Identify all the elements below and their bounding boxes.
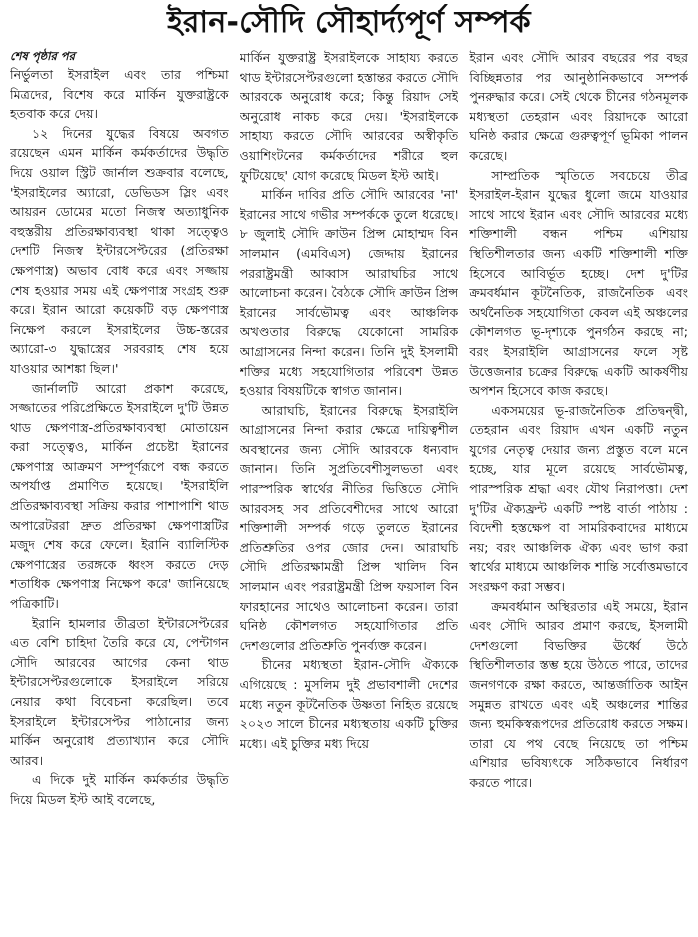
continued-from-label: শেষ পৃষ্ঠার পর — [10, 49, 75, 63]
paragraph: চীনের মধ্যস্থতা ইরান-সৌদি ঐক্যকে এগিয়েছে : মুসলিম দুই প্রভাবশালী দেশের মধ্যে নতুন কূটনৈতিক উষ্ণতা নিহিত রয়েছে ২০২৩ সালে চীনের মধ্যস্থতায় একটি চুক্তির মধ্যে। এই চুক্তির মধ্য দিয়ে — [239, 657, 459, 751]
paragraph: এ দিকে দুই মার্কিন কর্মকর্তার উদ্ধৃতি দিয়ে মিডল ইস্ট আই বলেছে, — [10, 772, 229, 807]
article-body — [10, 48, 688, 933]
paragraph: ক্রমবর্ধমান অস্থিরতার এই সময়ে, ইরান এবং সৌদি আরব প্রমাণ করছে, ইসলামী দেশগুলো বিভক্তির ঊর্ধ্বে উঠে স্থিতিশীলতার স্তম্ভ হয়ে উঠতে পারে, তাদের জনগণকে রক্ষা করতে, আন্তর্জাতিক আইন সমুন্নত রাখতে এবং এই অঞ্চলের শান্তির জন্য হুমকিস্বরূপদের প্রতিরোধ করতে সক্ষম। তারা যে পথ বেছে নিয়েছে তা পশ্চিম এশিয়ার ভবিষ্যৎকে সঠিকভাবে নির্ধারণ করতে পারে। — [469, 598, 688, 790]
article-column-3 — [469, 48, 688, 933]
paragraph: সাম্প্রতিক স্মৃতিতে সবচেয়ে তীব্র ইসরাইল-ইরান যুদ্ধের ধুলো জমে যাওয়ার সাথে সাথে ইরান এবং সৌদি আরবের মধ্যে শক্তিশালী বন্ধন পশ্চিম এশিয়ায় স্থিতিশীলতার জন্য একটি শক্তিশালী শক্তি হিসেবে আবির্ভূত হচ্ছে। দেশ দু'টির ক্রমবর্ধমান কূটনৈতিক, রাজনৈতিক এবং অর্থনৈতিক সহযোগিতা কেবল এই অঞ্চলের কৌশলগত ভূ-দৃশ্যকে পুনর্গঠন করছে না; বরং ইসরাইলি আগ্রাসনের ফলে সৃষ্ট উত্তেজনার চক্রের বিরুদ্ধে একটি আকর্ষণীয় অপশন হিসেবে কাজ করছে। — [469, 167, 688, 399]
paragraph: মার্কিন দাবির প্রতি সৌদি আরবের 'না' ইরানের সাথে গভীর সম্পর্ককে তুলে ধরেছে। ৮ জুলাই সৌদি ক্রাউন প্রিন্স মোহাম্মদ বিন সালমান (এমবিএস) জেদ্দায় ইরানের পররাষ্ট্রমন্ত্রী আব্বাস আরাঘচির সাথে আলোচনা করেন। বৈঠকে সৌদি ক্রাউন প্রিন্স ইরানের সার্বভৌমত্ব এবং আঞ্চলিক অখণ্ডতার বিরুদ্ধে যেকোনো সামরিক আগ্রাসনের নিন্দা করেন। তিনি দুই ইসলামী শক্তির মধ্যে সহযোগিতার পরিবেশ উন্নত হওয়ার বিষয়টিকে স্বাগত জানান। — [239, 187, 459, 399]
paragraph: জার্নালটি আরো প্রকাশ করেছে, সজ্জাতের পরিপ্রেক্ষিতে ইসরাইলে দু'টি উন্নত থাড ক্ষেপণাস্ত্র-প্রতিরক্ষাব্যবস্থা মোতায়েন করা সত্ত্বেও, মার্কিন প্রচেষ্টা ইরানের ক্ষেপণাস্ত্র আক্রমণ সম্পূর্ণরূপে বন্ধ করতে অপর্যাপ্ত প্রমাণিত হয়েছে। 'ইসরাইলি প্রতিরক্ষাব্যবস্থা সক্রিয় করার পাশাপাশি থাড অপারেটররা দ্রুত প্রতিরক্ষা ক্ষেপণাস্ত্রটির মজুদ শেষ করে ফেলে। ইরানি ব্যালিস্টিক ক্ষেপণাস্ত্রের তরঙ্গকে ধ্বংস করতে দেড় শতাধিক ক্ষেপণাস্ত্র নিক্ষেপ করে' জানিয়েছে পত্রিকাটি। — [10, 380, 229, 612]
paragraph: একসময়ের ভূ-রাজনৈতিক প্রতিদ্বন্দ্বী, তেহরান এবং রিয়াদ এখন একটি নতুন যুগের নেতৃত্ব দেয়ার জন্য প্রস্তুত বলে মনে হচ্ছে, যার মূলে রয়েছে সার্বভৌমত্ব, পারস্পরিক শ্রদ্ধা এবং যৌথ নিরাপত্তা। দেশ দু'টির ঐক্যফ্রন্ট একটি স্পষ্ট বার্তা পাঠায় : বিদেশী হস্তক্ষেপ বা সামরিকবাদের মাধ্যমে নয়; বরং আঞ্চলিক ঐক্য এবং ভাগ করা স্বার্থের মাধ্যমে আঞ্চলিক শান্তি সর্বোত্তমভাবে সংরক্ষণ করা সম্ভব। — [469, 402, 688, 595]
paragraph: নির্ভুলতা ইসরাইল এবং তার পশ্চিমা মিত্রদের, বিশেষ করে মার্কিন যুক্তরাষ্ট্রকে হতবাক করে দেয়। — [10, 67, 229, 122]
article-column-1 — [10, 48, 229, 933]
article-headline: ইরান-সৌদি সৌহার্দ্যপূর্ণ সম্পর্ক — [167, 5, 531, 40]
article-column-2 — [240, 48, 459, 933]
paragraph: আরাঘচি, ইরানের বিরুদ্ধে ইসরাইলি আগ্রাসনের নিন্দা করার ক্ষেত্রে দায়িত্বশীল অবস্থানের জন্য সৌদি আরবকে ধন্যবাদ জানান। তিনি সুপ্রতিবেশীসুলভতা এবং পারস্পরিক স্বার্থের নীতির ভিত্তিতে সৌদি আরবসহ সব প্রতিবেশীদের সাথে আরো শক্তিশালী সম্পর্ক গড়ে তুলতে ইরানের প্রতিশ্রুতির ওপর জোর দেন। আরাঘচি সৌদি প্রতিরক্ষামন্ত্রী প্রিন্স খালিদ বিন সালমান এবং পররাষ্ট্রমন্ত্রী প্রিন্স ফয়সাল বিন ফারহানের সাথেও আলোচনা করেন। তারা ঘনিষ্ঠ কৌশলগত সহযোগিতার প্রতি দেশগুলোর প্রতিশ্রুতি পুনর্ব্যক্ত করেন। — [239, 402, 459, 653]
paragraph: ১২ দিনের যুদ্ধের বিষয়ে অবগত রয়েছেন এমন মার্কিন কর্মকর্তাদের উদ্ধৃতি দিয়ে ওয়াল স্ট্রিট জার্নাল শুক্রবার বলেছে, 'ইসরাইলের অ্যারো, ডেভিডস স্লিং এবং আয়রন ডোমের মতো নিজস্ব অত্যাধুনিক বহুস্তরীয় প্রতিরক্ষাব্যবস্থা থাকা সত্ত্বেও দেশটি নিজস্ব ইন্টারসেপ্টরের (প্রতিরক্ষা ক্ষেপণাস্ত্র) অভাব বোধ করে এবং সজ্জায় শেষ হওয়ার সময় এই ক্ষেপণাস্ত্র সংগ্রহ শুরু করে। ইরান আরো কয়েকটি বড় ক্ষেপণাস্ত্র নিক্ষেপ করলে ইসরাইলের উচ্চ-স্তরের অ্যারো-৩ যুদ্ধাস্ত্রের সরবরাহ শেষ হয়ে যাওয়ার আশঙ্কা ছিল।' — [10, 125, 229, 376]
paragraph: মার্কিন যুক্তরাষ্ট্র ইসরাইলকে সাহায্য করতে থাড ইন্টারসেপ্টরগুলো হস্তান্তর করতে সৌদি আরবকে অনুরোধ করে; কিন্তু রিয়াদ সেই অনুরোধ নাকচ করে দেয়। 'ইসরাইলকে সাহায্য করতে সৌদি আরবের অস্বীকৃতি ওয়াশিংটনের কর্মকর্তাদের শরীরে হুল ফুটিয়েছে' যোগ করেছে মিডল ইস্ট আই। — [239, 50, 459, 183]
paragraph: ইরানি হামলার তীব্রতা ইন্টারসেপ্টরের এত বেশি চাহিদা তৈরি করে যে, পেন্টাগন সৌদি আরবের আগের কেনা থাড ইন্টারসেপ্টরগুলোকে ইসরাইলে সরিয়ে নেয়ার কথা বিবেচনা করেছিল। তবে ইসরাইলে ইন্টারসেপ্টর পাঠানোর জন্য মার্কিন অনুরোধ প্রত্যাখ্যান করে সৌদি আরব। — [10, 615, 229, 768]
paragraph: ইরান এবং সৌদি আরব বছরের পর বছর বিচ্ছিন্নতার পর আনুষ্ঠানিকভাবে সম্পর্ক পুনরুদ্ধার করে। সেই থেকে চীনের গঠনমূলক মধ্যস্থতা তেহরান এবং রিয়াদকে আরো ঘনিষ্ঠ করার ক্ষেত্রে গুরুত্বপূর্ণ ভূমিকা পালন করেছে। — [469, 50, 688, 163]
